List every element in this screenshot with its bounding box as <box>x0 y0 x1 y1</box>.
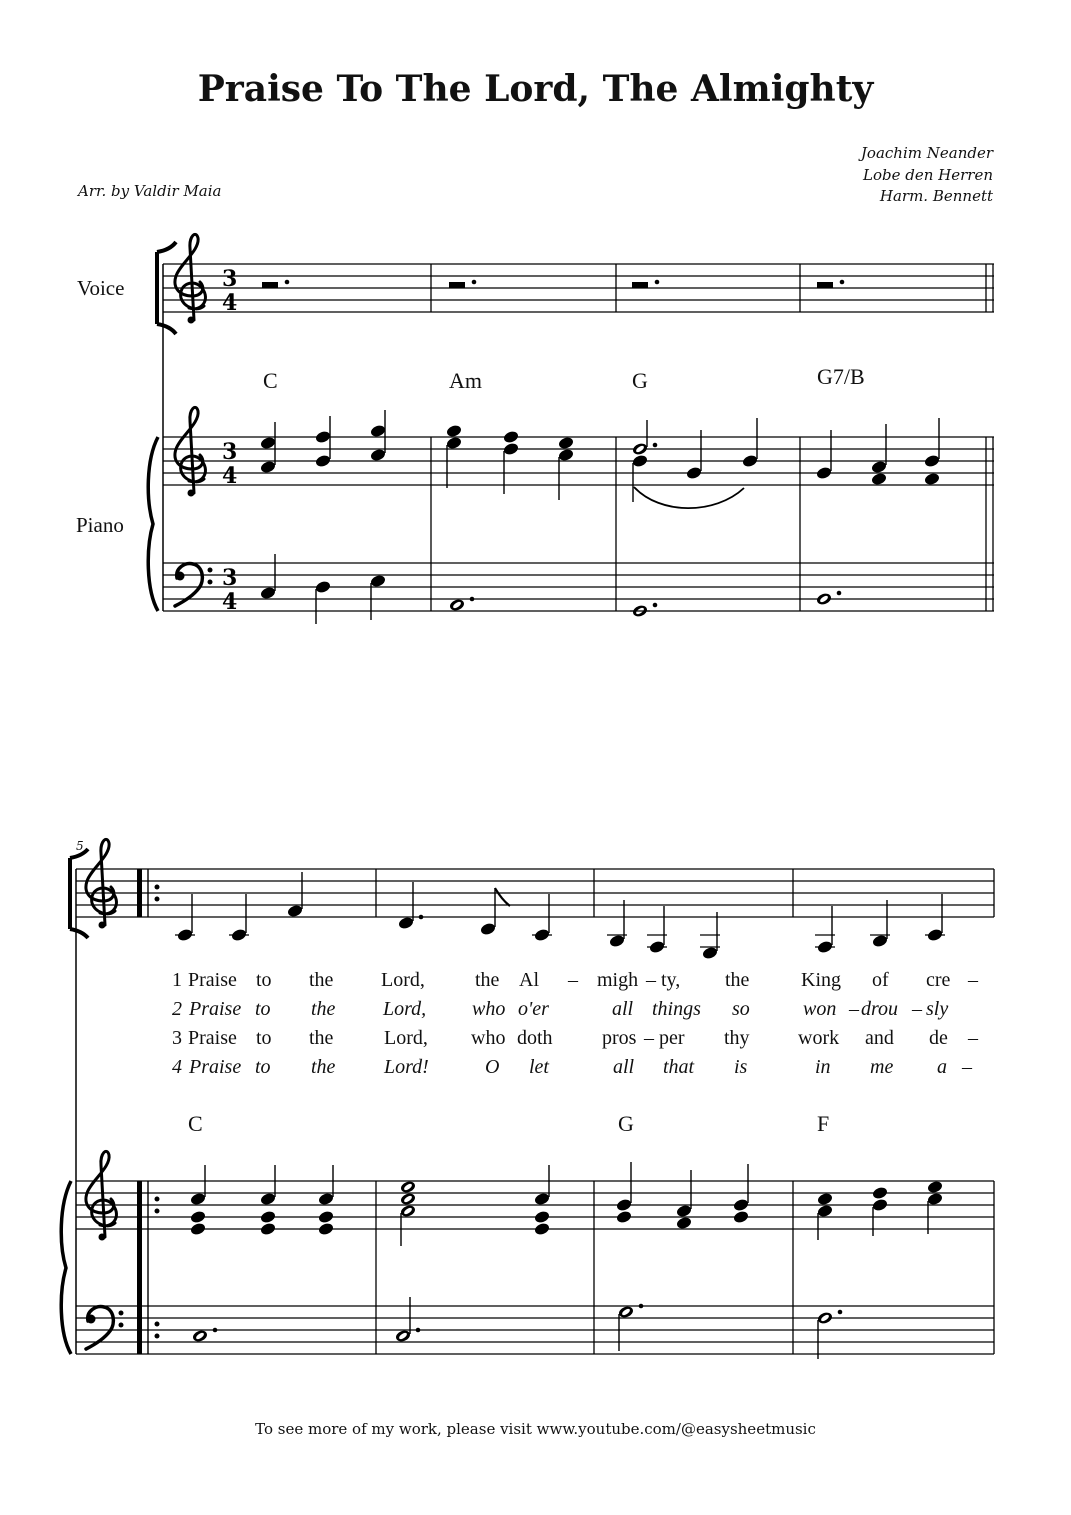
lyricist: Joachim Neander <box>860 144 993 162</box>
lyric-syllable: who <box>472 998 506 1020</box>
svg-text:4: 4 <box>222 290 238 316</box>
lyric-syllable: of <box>872 969 889 991</box>
eighth-flag <box>495 888 510 906</box>
page-title: Praise To The Lord, The Almighty <box>197 68 874 110</box>
lyric-syllable: thy <box>724 1027 750 1049</box>
measure-number: 5 <box>76 839 84 853</box>
barlines <box>376 869 994 1354</box>
slur <box>634 487 744 508</box>
voice-label: Voice <box>77 276 125 300</box>
harmonizer: Harm. Bennett <box>879 187 993 205</box>
lyric-syllable: won <box>803 998 837 1020</box>
svg-text:4: 4 <box>222 589 238 615</box>
svg-text:3: 3 <box>222 439 238 465</box>
lyric-syllable: O <box>485 1056 500 1078</box>
lyric-syllable: drou <box>861 998 899 1020</box>
lyric-syllable: migh <box>597 969 639 991</box>
lyric-hyphen: – <box>962 1056 972 1078</box>
lyric-syllable: and <box>865 1027 894 1049</box>
lyric-syllable: ty, <box>661 969 681 991</box>
lyric-syllable: the <box>311 998 336 1020</box>
piano-chord <box>190 1180 944 1236</box>
lyric-syllable: Lord, <box>381 969 425 991</box>
chord-symbol: Am <box>449 368 482 393</box>
piano-chord <box>446 424 575 462</box>
chord-symbol: G7/B <box>817 364 865 389</box>
piano-brace <box>61 1181 71 1354</box>
piano-brace <box>148 437 158 611</box>
lyric-syllable: doth <box>517 1027 553 1049</box>
piano-label: Piano <box>76 513 124 537</box>
svg-text:4: 4 <box>222 463 238 489</box>
chord-symbol: G <box>618 1111 634 1136</box>
lyric-syllable: 2 <box>172 998 182 1020</box>
lyric-syllable: the <box>309 1027 334 1049</box>
half-rest <box>262 280 844 288</box>
lyric-syllable: per <box>659 1027 685 1049</box>
piano-bass-staff <box>163 563 994 611</box>
chord-symbol: G <box>632 368 648 393</box>
lyric-syllable: pros <box>602 1027 637 1049</box>
lyric-syllable: the <box>309 969 334 991</box>
lyric-syllable: a <box>937 1056 947 1078</box>
lyric-syllable: o'er <box>518 998 549 1020</box>
voice-staff <box>76 869 994 917</box>
lyric-syllable: Lord, <box>383 998 427 1020</box>
lyric-syllable: 3 <box>172 1027 182 1049</box>
lyric-hyphen: – <box>968 969 978 991</box>
lyric-syllable: 1 <box>172 969 182 991</box>
lyric-syllable: Lord! <box>384 1056 429 1078</box>
lyric-syllable: to <box>256 1027 272 1049</box>
piano-treble-staff <box>76 1181 994 1229</box>
lyric-hyphen: – <box>644 1027 654 1049</box>
lyric-syllable: the <box>725 969 750 991</box>
lyric-hyphen: – <box>849 998 859 1020</box>
lyric-syllable: me <box>870 1056 894 1078</box>
lyric-syllable: Lord, <box>384 1027 428 1049</box>
piano-chord <box>816 454 941 486</box>
lyric-syllable: the <box>311 1056 336 1078</box>
chord-symbol: F <box>817 1111 830 1136</box>
lyric-syllable: to <box>255 998 271 1020</box>
lyric-syllable: sly <box>926 998 949 1020</box>
lyric-syllable: 4 <box>172 1056 182 1078</box>
lyric-syllable: is <box>734 1056 748 1078</box>
lyric-syllable: work <box>798 1027 840 1049</box>
lyric-syllable: let <box>529 1056 549 1078</box>
lyric-syllable: Praise <box>188 969 237 991</box>
lyric-hyphen: – <box>912 998 922 1020</box>
lyric-syllable: Al <box>519 969 539 991</box>
repeat-start-barline <box>137 869 160 1354</box>
voice-staff <box>163 264 994 312</box>
lyric-syllable: who <box>471 1027 506 1049</box>
tune-name: Lobe den Herren <box>863 165 993 184</box>
lyric-syllable: all <box>613 1056 635 1078</box>
svg-text:3: 3 <box>222 565 238 591</box>
lyric-syllable: things <box>652 998 701 1020</box>
lyric-syllable: de <box>929 1027 948 1049</box>
lyric-syllable: so <box>732 998 750 1020</box>
lyric-syllable: Praise <box>188 1027 237 1049</box>
lyric-syllable: all <box>612 998 634 1020</box>
chord-symbol: C <box>188 1111 203 1136</box>
lyric-syllable: that <box>663 1056 695 1078</box>
svg-text:3: 3 <box>222 266 238 292</box>
piano-treble-staff <box>163 437 994 485</box>
lyric-syllable: King <box>801 969 841 991</box>
lyric-syllable: in <box>815 1056 831 1078</box>
lyric-syllable: Praise <box>189 998 242 1020</box>
lyric-syllable: cre <box>926 969 951 991</box>
lyric-hyphen: – <box>568 969 578 991</box>
lyric-hyphen: – <box>646 969 656 991</box>
chord-symbol: C <box>263 368 278 393</box>
bass-notes <box>192 1304 843 1343</box>
lyric-hyphen: – <box>968 1027 978 1049</box>
lyric-syllable: Praise <box>189 1056 242 1078</box>
lyric-syllable: the <box>475 969 500 991</box>
melody-notes <box>175 904 945 960</box>
lyric-syllable: to <box>256 969 272 991</box>
arranger: Arr. by Valdir Maia <box>78 182 222 200</box>
lyric-syllable: to <box>255 1056 271 1078</box>
footer-note: To see more of my work, please visit www.youtube.com/@easysheetmusic <box>255 1420 816 1438</box>
